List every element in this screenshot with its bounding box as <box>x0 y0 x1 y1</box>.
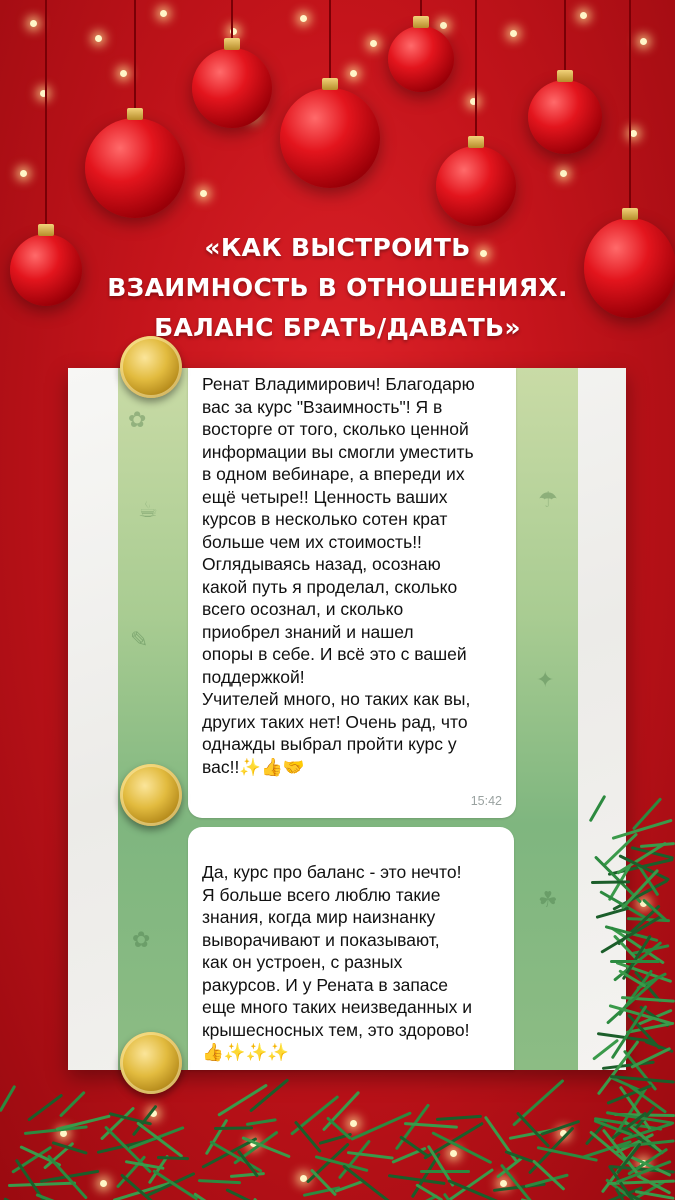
reply-message <box>188 827 514 1070</box>
fir-needle <box>0 1085 16 1112</box>
fir-needle <box>27 1093 63 1121</box>
message-time: 15:42 <box>470 793 502 808</box>
fir-needle <box>214 1126 253 1130</box>
light-bulb <box>120 70 127 77</box>
christmas-ornament-icon <box>85 118 185 218</box>
fir-needle <box>100 1106 135 1140</box>
message-text: Ренат Владимирович! Благодарю вас за курс "Взаимность"! Я в восторге от того, сколько ценной информации вы смогли уместить в одном вебинаре, а впереди их ещё четыре!! Ценность ваших курсов в несколько сотен крат больше чем их стоимость!! Оглядываясь назад, осознаю какой путь я проделал, сколько всего осознал, и сколько приобрел знаний и нашел опоры в себе. И всё это с вашей поддержкой! Учителей много, но таких как вы, других таких нет! Очень рад, что однажды выбрал пройти курс у вас!!✨👍🤝 <box>202 374 475 777</box>
gold-pin-icon <box>120 336 182 398</box>
light-bulb <box>640 38 647 45</box>
fir-needle <box>612 819 673 840</box>
fir-needle <box>322 1091 360 1132</box>
fir-needle <box>602 1061 655 1070</box>
light-bulb <box>560 170 567 177</box>
fir-branch-icon <box>0 1090 675 1200</box>
christmas-ornament-icon <box>584 218 675 318</box>
fir-needle <box>294 1121 322 1154</box>
fir-needle <box>512 1079 565 1127</box>
chat-screenshot: ✿ ☕ ✎ ✿ ☂ ✦ ☘ <box>118 368 578 1070</box>
light-bulb <box>370 40 377 47</box>
christmas-ornament-icon <box>388 26 454 92</box>
light-bulb <box>30 20 37 27</box>
fir-needle <box>500 1164 534 1200</box>
gold-pin-icon <box>120 1032 182 1094</box>
christmas-ornament-icon <box>280 88 380 188</box>
fir-needle <box>230 1172 265 1178</box>
light-bulb <box>630 130 637 137</box>
christmas-ornament-icon <box>528 80 602 154</box>
light-bulb <box>440 22 447 29</box>
light-bulb <box>300 15 307 22</box>
light-bulb <box>350 70 357 77</box>
fir-needle <box>342 1164 397 1200</box>
christmas-ornament-icon <box>192 48 272 128</box>
gold-pin-icon <box>120 764 182 826</box>
fir-branch-icon <box>590 820 675 1200</box>
christmas-ornament-icon <box>436 146 516 226</box>
fir-needle <box>630 1047 671 1069</box>
christmas-ornament-icon <box>10 234 82 306</box>
light-bulb <box>510 30 517 37</box>
light-bulb <box>200 190 207 197</box>
page-title: «КАК ВЫСТРОИТЬ ВЗАИМНОСТЬ В ОТНОШЕНИЯХ. БАЛАНС БРАТЬ/ДАВАТЬ» <box>107 233 568 342</box>
fir-needle <box>436 1115 482 1121</box>
incoming-message <box>188 368 516 818</box>
light-bulb <box>580 12 587 19</box>
light-bulb <box>20 170 27 177</box>
light-bulb <box>160 10 167 17</box>
fir-needle <box>290 1095 339 1136</box>
message-text: Да, курс про баланс - это нечто! Я больше всего люблю такие знания, когда мир наизнанку выворачивают и показывают, как он устроен, с разных ракурсов. И у Рената в запасе еще много таких неизведанных и крышесносных тем, это здорово! 👍✨✨✨ <box>202 862 473 1062</box>
fir-needle <box>246 1118 277 1126</box>
light-bulb <box>95 35 102 42</box>
fir-needle <box>249 1078 289 1112</box>
fir-needle <box>225 1188 277 1200</box>
fir-needle <box>198 1179 241 1184</box>
fir-needle <box>610 960 660 963</box>
